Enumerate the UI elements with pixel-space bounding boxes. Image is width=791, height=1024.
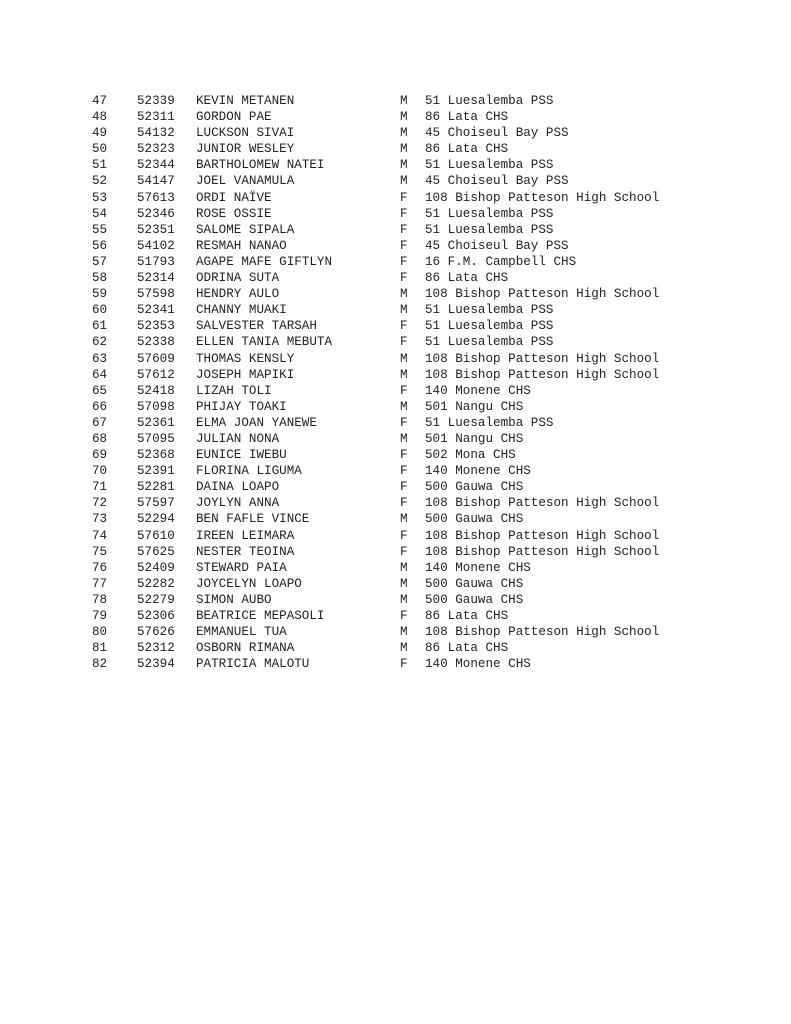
student-name: EMMANUEL TUA bbox=[196, 625, 287, 640]
row-number: 58 bbox=[92, 271, 108, 286]
student-school: 501 Nangu CHS bbox=[425, 399, 524, 414]
student-sex: M bbox=[400, 110, 408, 125]
student-sex: M bbox=[400, 576, 408, 591]
student-sex: F bbox=[400, 254, 408, 269]
row-number: 52 bbox=[92, 174, 108, 189]
student-sex: M bbox=[400, 94, 408, 108]
student-name: ORDI NAÏVE bbox=[196, 190, 272, 205]
row-number: 50 bbox=[92, 142, 108, 157]
student-school: 51 Luesalemba PSS bbox=[425, 303, 554, 318]
row-number: 82 bbox=[92, 657, 108, 672]
student-name: SIMON AUBO bbox=[196, 592, 272, 607]
student-name: LIZAH TOLI bbox=[196, 383, 272, 398]
row-number: 47 bbox=[92, 94, 108, 108]
student-name: AGAPE MAFE GIFTLYN bbox=[196, 254, 333, 269]
student-school: 51 Luesalemba PSS bbox=[425, 335, 554, 350]
student-school: 51 Luesalemba PSS bbox=[425, 206, 554, 221]
student-sex: M bbox=[400, 351, 408, 366]
student-sex: M bbox=[400, 287, 408, 302]
student-id: 57610 bbox=[137, 528, 175, 543]
student-school: 500 Gauwa CHS bbox=[425, 592, 524, 607]
row-number: 57 bbox=[92, 254, 108, 269]
student-name: PATRICIA MALOTU bbox=[196, 657, 310, 672]
row-number: 65 bbox=[92, 383, 108, 398]
student-school: 45 Choiseul Bay PSS bbox=[425, 126, 569, 141]
student-name: ODRINA SUTA bbox=[196, 271, 280, 286]
row-number: 53 bbox=[92, 190, 108, 205]
row-number: 59 bbox=[92, 287, 108, 302]
student-id: 52341 bbox=[137, 303, 175, 318]
row-number: 51 bbox=[92, 158, 108, 173]
student-school: 108 Bishop Patteson High School bbox=[425, 528, 660, 543]
student-sex: M bbox=[400, 560, 408, 575]
student-id: 52409 bbox=[137, 560, 175, 575]
student-school: 51 Luesalemba PSS bbox=[425, 158, 554, 173]
student-id: 52418 bbox=[137, 383, 175, 398]
student-sex: F bbox=[400, 448, 408, 463]
row-number: 60 bbox=[92, 303, 108, 318]
student-name: NESTER TEOINA bbox=[196, 544, 295, 559]
row-number: 54 bbox=[92, 206, 108, 221]
student-school: 86 Lata CHS bbox=[425, 142, 509, 157]
student-school: 108 Bishop Patteson High School bbox=[425, 287, 660, 302]
row-number: 49 bbox=[92, 126, 108, 141]
student-id: 52294 bbox=[137, 512, 175, 527]
student-sex: M bbox=[400, 367, 408, 382]
student-sex: F bbox=[400, 206, 408, 221]
student-sex: F bbox=[400, 319, 408, 334]
row-number: 64 bbox=[92, 367, 108, 382]
student-id: 52338 bbox=[137, 335, 175, 350]
student-id: 52353 bbox=[137, 319, 175, 334]
row-number: 75 bbox=[92, 544, 108, 559]
student-school: 501 Nangu CHS bbox=[425, 431, 524, 446]
student-id: 57609 bbox=[137, 351, 175, 366]
student-id: 52346 bbox=[137, 206, 175, 221]
student-sex: M bbox=[400, 431, 408, 446]
row-number: 67 bbox=[92, 415, 108, 430]
student-sex: M bbox=[400, 399, 408, 414]
row-number: 61 bbox=[92, 319, 108, 334]
student-id: 52351 bbox=[137, 222, 175, 237]
student-school: 108 Bishop Patteson High School bbox=[425, 544, 660, 559]
row-number: 68 bbox=[92, 431, 108, 446]
student-name: ELLEN TANIA MEBUTA bbox=[196, 335, 333, 350]
student-id: 52391 bbox=[137, 464, 175, 479]
student-name: SALOME SIPALA bbox=[196, 222, 295, 237]
student-sex: F bbox=[400, 609, 408, 623]
student-sex: M bbox=[400, 142, 408, 157]
student-name: ROSE OSSIE bbox=[196, 206, 272, 221]
student-school: 500 Gauwa CHS bbox=[425, 512, 524, 527]
student-sex: F bbox=[400, 335, 408, 350]
student-id: 57597 bbox=[137, 496, 175, 511]
student-id: 52394 bbox=[137, 657, 175, 672]
student-id: 52306 bbox=[137, 609, 175, 623]
row-number: 76 bbox=[92, 560, 108, 575]
student-school: 86 Lata CHS bbox=[425, 271, 509, 286]
student-name: RESMAH NANAO bbox=[196, 238, 287, 253]
student-id: 57095 bbox=[137, 431, 175, 446]
row-number: 70 bbox=[92, 464, 108, 479]
student-id: 52311 bbox=[137, 110, 175, 125]
student-name: DAINA LOAPO bbox=[196, 480, 280, 495]
student-school: 140 Monene CHS bbox=[425, 383, 531, 398]
student-id: 52281 bbox=[137, 480, 175, 495]
student-name: OSBORN RIMANA bbox=[196, 641, 295, 656]
student-id: 52282 bbox=[137, 576, 175, 591]
student-name: JULIAN NONA bbox=[196, 431, 280, 446]
student-name: STEWARD PAIA bbox=[196, 560, 287, 575]
student-name: BEATRICE MEPASOLI bbox=[196, 609, 325, 623]
student-school: 86 Lata CHS bbox=[425, 110, 509, 125]
student-name: IREEN LEIMARA bbox=[196, 528, 295, 543]
student-id: 52312 bbox=[137, 641, 175, 656]
student-school: 108 Bishop Patteson High School bbox=[425, 351, 660, 366]
student-sex: F bbox=[400, 190, 408, 205]
student-school: 51 Luesalemba PSS bbox=[425, 222, 554, 237]
student-name: CHANNY MUAKI bbox=[196, 303, 287, 318]
student-name: JOSEPH MAPIKI bbox=[196, 367, 295, 382]
row-number: 73 bbox=[92, 512, 108, 527]
student-sex: F bbox=[400, 544, 408, 559]
student-name: SALVESTER TARSAH bbox=[196, 319, 317, 334]
student-name: FLORINA LIGUMA bbox=[196, 464, 302, 479]
student-sex: F bbox=[400, 238, 408, 253]
student-sex: M bbox=[400, 303, 408, 318]
row-number: 48 bbox=[92, 110, 108, 125]
student-school: 45 Choiseul Bay PSS bbox=[425, 174, 569, 189]
student-id: 57612 bbox=[137, 367, 175, 382]
student-sex: F bbox=[400, 222, 408, 237]
student-school: 51 Luesalemba PSS bbox=[425, 94, 554, 108]
student-id: 57598 bbox=[137, 287, 175, 302]
student-name: LUCKSON SIVAI bbox=[196, 126, 295, 141]
student-sex: F bbox=[400, 496, 408, 511]
student-sex: F bbox=[400, 383, 408, 398]
student-id: 54132 bbox=[137, 126, 175, 141]
student-sex: M bbox=[400, 158, 408, 173]
student-name: JOYLYN ANNA bbox=[196, 496, 280, 511]
student-id: 57613 bbox=[137, 190, 175, 205]
row-number: 62 bbox=[92, 335, 108, 350]
student-id: 52279 bbox=[137, 592, 175, 607]
student-school: 51 Luesalemba PSS bbox=[425, 415, 554, 430]
row-number: 55 bbox=[92, 222, 108, 237]
student-id: 52344 bbox=[137, 158, 175, 173]
student-id: 52314 bbox=[137, 271, 175, 286]
student-school: 140 Monene CHS bbox=[425, 464, 531, 479]
student-sex: F bbox=[400, 480, 408, 495]
student-sex: F bbox=[400, 657, 408, 672]
student-name: EUNICE IWEBU bbox=[196, 448, 287, 463]
student-school: 16 F.M. Campbell CHS bbox=[425, 254, 577, 269]
student-name: PHIJAY TOAKI bbox=[196, 399, 287, 414]
student-name: JOEL VANAMULA bbox=[196, 174, 295, 189]
student-id: 52323 bbox=[137, 142, 175, 157]
student-name: KEVIN METANEN bbox=[196, 94, 295, 108]
student-sex: M bbox=[400, 512, 408, 527]
student-sex: M bbox=[400, 126, 408, 141]
student-name: BARTHOLOMEW NATEI bbox=[196, 158, 325, 173]
student-school: 86 Lata CHS bbox=[425, 641, 509, 656]
row-number: 63 bbox=[92, 351, 108, 366]
student-sex: F bbox=[400, 271, 408, 286]
student-id: 51793 bbox=[137, 254, 175, 269]
student-sex: F bbox=[400, 415, 408, 430]
row-number: 71 bbox=[92, 480, 108, 495]
student-id: 54147 bbox=[137, 174, 175, 189]
student-sex: M bbox=[400, 625, 408, 640]
row-number: 56 bbox=[92, 238, 108, 253]
student-school: 86 Lata CHS bbox=[425, 609, 509, 623]
student-name: JOYCELYN LOAPO bbox=[196, 576, 302, 591]
row-number: 78 bbox=[92, 592, 108, 607]
student-school: 500 Gauwa CHS bbox=[425, 576, 524, 591]
row-number: 79 bbox=[92, 609, 108, 623]
student-id: 57625 bbox=[137, 544, 175, 559]
student-school: 108 Bishop Patteson High School bbox=[425, 625, 660, 640]
student-school: 140 Monene CHS bbox=[425, 657, 531, 672]
student-name: GORDON PAE bbox=[196, 110, 272, 125]
student-school: 108 Bishop Patteson High School bbox=[425, 367, 660, 382]
student-school: 51 Luesalemba PSS bbox=[425, 319, 554, 334]
student-school: 45 Choiseul Bay PSS bbox=[425, 238, 569, 253]
student-school: 140 Monene CHS bbox=[425, 560, 531, 575]
student-school: 500 Gauwa CHS bbox=[425, 480, 524, 495]
student-school: 502 Mona CHS bbox=[425, 448, 516, 463]
student-sex: F bbox=[400, 464, 408, 479]
student-school: 108 Bishop Patteson High School bbox=[425, 190, 660, 205]
row-number: 81 bbox=[92, 641, 108, 656]
row-number: 74 bbox=[92, 528, 108, 543]
row-number: 69 bbox=[92, 448, 108, 463]
student-name: BEN FAFLE VINCE bbox=[196, 512, 310, 527]
student-id: 54102 bbox=[137, 238, 175, 253]
student-name: ELMA JOAN YANEWE bbox=[196, 415, 317, 430]
row-number: 77 bbox=[92, 576, 108, 591]
student-sex: M bbox=[400, 592, 408, 607]
student-sex: M bbox=[400, 174, 408, 189]
student-id: 52339 bbox=[137, 94, 175, 108]
student-sex: F bbox=[400, 528, 408, 543]
student-sex: M bbox=[400, 641, 408, 656]
row-number: 80 bbox=[92, 625, 108, 640]
student-id: 52361 bbox=[137, 415, 175, 430]
student-name: THOMAS KENSLY bbox=[196, 351, 295, 366]
row-number: 66 bbox=[92, 399, 108, 414]
student-id: 57626 bbox=[137, 625, 175, 640]
row-number: 72 bbox=[92, 496, 108, 511]
student-school: 108 Bishop Patteson High School bbox=[425, 496, 660, 511]
student-name: JUNIOR WESLEY bbox=[196, 142, 295, 157]
student-id: 52368 bbox=[137, 448, 175, 463]
student-id: 57098 bbox=[137, 399, 175, 414]
student-name: HENDRY AULO bbox=[196, 287, 280, 302]
